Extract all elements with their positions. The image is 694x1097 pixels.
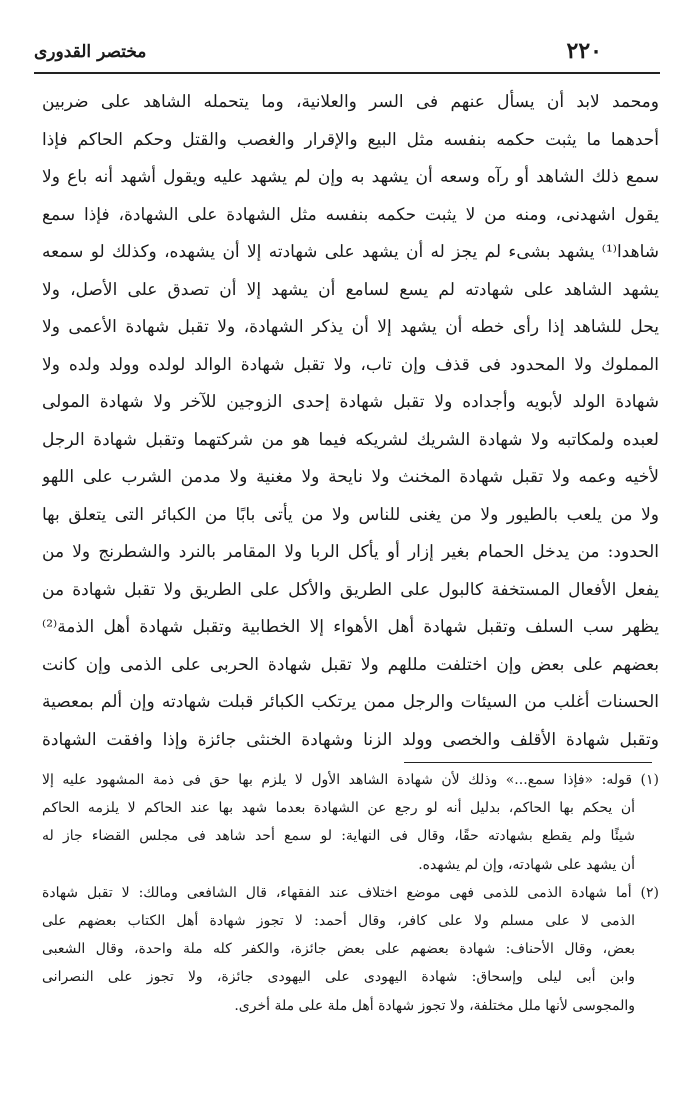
text-line: ومحمد لابد أن يسأل عنهم فى السر والعلانية، وما يتحمله الشاهد على ضربين [42,92,659,112]
footnote-2-line: بعض، وقال الأحناف: شهادة بعضهم على بعض جائزة، والكفر كله ملة واحدة، وقال الشعبى [42,941,635,958]
text-line: وتقبل شهادة الأقلف والخصى وولد الزنا وشهادة الخنثى جائزة وإذا وافقت الشهادة [42,729,659,750]
footnote-2-line: الذمى لا على مسلم ولا على كافر، وقال أحمد: لا تجوز شهادة أهل الكتاب بعضهم على [42,912,635,929]
text-line: يفعل الأفعال المستخفة كالبول على الطريق والأكل على الطريق ولا تقبل شهادة من [42,579,659,600]
text-line: يشهد الشاهد على شهادته لم يسع لسامع أن يشهد إلا أن تصدق على الأصل، ولا [42,279,659,300]
text-line: الحدود: من يدخل الحمام بغير إزار أو يأكل الربا ولا المقامر بالنرد والشطرنج ولا من [42,542,659,562]
text-line: الحسنات أغلب من السيئات والرجل ممن يرتكب الكبائر قبلت شهادته وإن ألم بمعصية [42,692,659,712]
text-line: المملوك ولا المحدود فى قذف وإن تاب، ولا تقبل شهادة الوالد لولده وولد ولده ولا [42,354,659,375]
book-title: مختصر القدورى [34,42,147,62]
footnote-divider [404,762,652,763]
footnotes [42,766,659,1020]
page-header [34,38,660,68]
main-text [42,84,659,759]
text-line: يظهر سب السلف وتقبل شهادة أهل الأهواء إلا الخطابية وتقبل شهادة أهل الذمة⁽²⁾ [42,617,659,637]
text-line: يقول اشهدنى، ومنه من لا يثبت حكمه بنفسه مثل الشهادة على الشهادة، فإذا سمع [42,204,659,225]
header-divider [34,72,660,74]
text-line: لعبده ولمكاتبه ولا شهادة الشريك لشريكه فيما هو من شركتهما وتقبل شهادة الرجل [42,429,659,450]
text-line: سمع ذلك الشاهد أو رآه وسعه أن يشهد به وإن لم يشهد عليه ويقول أشهد أنه باع ولا [42,167,659,187]
text-line: شاهدا⁽¹⁾ يشهد بشىء لم يجز له أن يشهد على شهادته إلا أن يشهده، وكذلك لو سمعه [42,242,659,262]
page-number: ٢٢٠ [566,38,602,64]
text-line: ولا من يلعب بالطيور ولا من يغنى للناس ولا من يأتى بابًا من الكبائر التى يتعلق بها [42,504,659,525]
footnote-1-line: أن يشهد على شهادته، وإن لم يشهده. [418,856,635,873]
footnote-2-line: وابن أبى ليلى وإسحاق: شهادة اليهودى على اليهودى جائزة، ولا تجوز على النصرانى [42,969,635,986]
text-line: شهادة الولد لأبويه وأجداده ولا تقبل شهادة إحدى الزوجين للآخر ولا شهادة المولى [42,392,659,412]
text-line: أحدهما ما يثبت حكمه بنفسه مثل البيع والإقرار والغصب والقتل وحكم الحاكم فإذا [42,129,659,150]
footnote-1-line: شيئًا ولم يقطع بشهادته حقًا، وقال فى النهاية: لو سمع أحد شاهد فى مجلس القضاء جاز له [42,828,635,845]
footnote-1-line: (١) قوله: «فإذا سمع...» وذلك لأن شهادة الشاهد الأول لا يلزم بها حق فى ذمة المشهود عليه إلا [42,772,659,788]
text-line: يحل للشاهد إذا رأى خطه أن يشهد إلا أن يذكر الشهادة، ولا تقبل شهادة الأعمى ولا [42,317,659,337]
footnote-2-line: والمجوسى لأنها ملل مختلفة، ولا تجوز شهادة أهل ملة على ملة أخرى. [234,997,635,1014]
footnote-1-line: أن يحكم بها الحاكم، بدليل أنه لو رجع عن الشهادة بعدما شهد بها عند الحاكم لا يلزمه الحاكم [42,800,635,817]
footnote-2-line: (٢) أما شهادة الذمى للذمى فهى موضع اختلاف عند الفقهاء، قال الشافعى ومالك: لا تقبل شهادة [42,884,659,901]
text-line: لأخيه وعمه ولا تقبل شهادة المخنث ولا نايحة ولا مغنية ولا مدمن الشرب على اللهو [42,467,659,487]
text-line: بعضهم على بعض وإن اختلفت مللهم ولا تقبل شهادة الحربى على الذمى وإن كانت [42,654,659,675]
